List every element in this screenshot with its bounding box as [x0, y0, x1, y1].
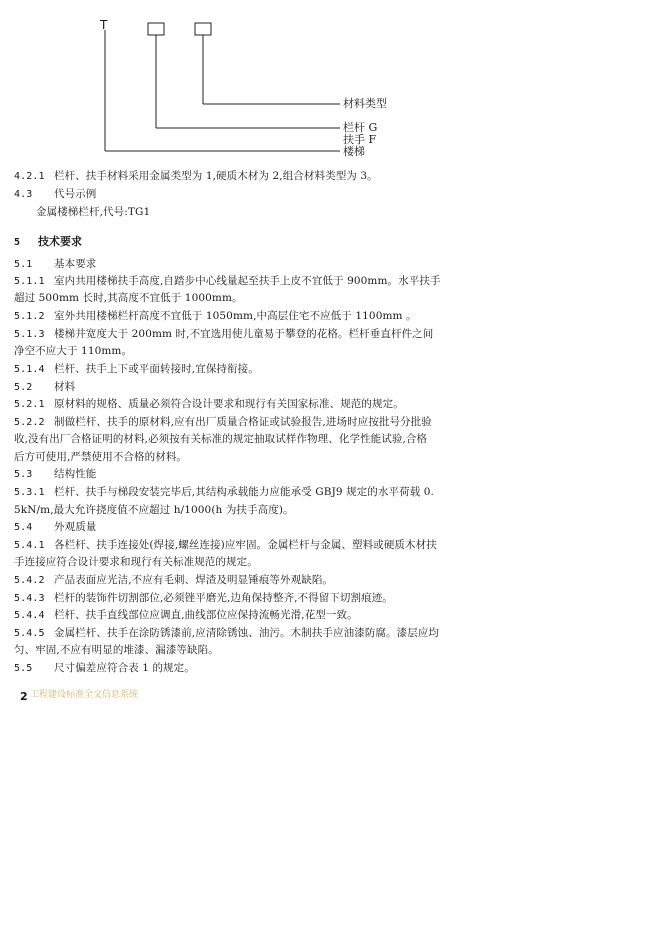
- clause-4-3: [14, 187, 96, 202]
- clause-number: 5.4: [14, 522, 33, 533]
- clause-number: 5.3.1: [14, 487, 45, 498]
- clause-5-1: [14, 257, 96, 272]
- code-diagram-lines: [0, 0, 662, 170]
- clause-text: 原材料的规格、质量必须符合设计要求和现行有关国家标准、规范的规定。: [54, 398, 404, 410]
- clause-text: 制做栏杆、扶手的原材料,应有出厂质量合格证或试验报告,进场时应按批号分批验: [54, 416, 432, 428]
- clause-text: 栏杆、扶手与梯段安装完毕后,其结构承载能力应能承受 GBJ9 规定的水平荷载 0.: [54, 486, 434, 498]
- section-number: 5: [14, 237, 21, 248]
- clause-5-2-2-cont1: [14, 432, 427, 446]
- clause-5-3-1: [14, 485, 434, 500]
- clause-number: 4.2.1: [14, 171, 45, 182]
- clause-text: 净空不应大于 110mm。: [14, 345, 133, 357]
- clause-text: 室内共用楼梯扶手高度,自踏步中心线量起至扶手上皮不宜低于 900mm。水平扶手: [54, 275, 441, 287]
- clause-number: 5.3: [14, 469, 33, 480]
- clause-5-4-1-cont: [14, 555, 258, 569]
- clause-number: 5.2.1: [14, 399, 45, 410]
- clause-5-1-3-cont: [14, 344, 132, 358]
- clause-5-4: [14, 520, 96, 535]
- clause-text: 收,没有出厂合格证明的材料,必须按有关标准的规定抽取试样作物理、化学性能试验,合格: [14, 433, 428, 445]
- clause-5-4-5: [14, 626, 439, 641]
- clause-text: 结构性能: [54, 468, 97, 480]
- clause-number: 5.4.4: [14, 610, 45, 621]
- page-number: 2: [20, 690, 28, 703]
- clause-number: 5.2: [14, 382, 33, 393]
- clause-text: 代号示例: [54, 188, 97, 200]
- clause-5-1-1-cont: [14, 291, 243, 305]
- clause-5-4-4: [14, 608, 358, 623]
- clause-5-2-2-cont2: [14, 450, 187, 464]
- clause-5-1-1: [14, 274, 441, 289]
- watermark-text: 工程建设标准全文信息系统: [30, 690, 139, 700]
- clause-5-2-1: [14, 397, 404, 412]
- clause-number: 5.1.3: [14, 329, 45, 340]
- clause-text: 栏杆、扶手上下或平面转接时,宜保持衔接。: [54, 363, 259, 375]
- clause-5-3: [14, 467, 96, 482]
- clause-number: 4.3: [14, 189, 33, 200]
- clause-text: 手连接应符合设计要求和现行有关标准规范的规定。: [14, 556, 258, 568]
- clause-number: 5.5: [14, 663, 33, 674]
- clause-text: 外观质量: [54, 521, 97, 533]
- clause-text: 匀、牢固,不应有明显的堆漆、漏漆等缺陷。: [14, 644, 219, 656]
- clause-5-4-5-cont: [14, 643, 219, 657]
- clause-text: 栏杆的装饰件切割部位,必须锉平磨光,边角保持整齐,不得留下切割痕迹。: [54, 592, 393, 604]
- clause-5-1-3: [14, 327, 433, 342]
- clause-text: 尺寸偏差应符合表 1 的规定。: [54, 662, 195, 674]
- clause-number: 5.4.1: [14, 540, 45, 551]
- clause-text: 栏杆、扶手材料采用金属类型为 1,硬质木材为 2,组合材料类型为 3。: [54, 170, 378, 182]
- clause-number: 5.1.1: [14, 276, 45, 287]
- clause-5-2-2: [14, 415, 432, 430]
- code-structure-diagram: [0, 0, 662, 170]
- clause-text: 金属栏杆、扶手在涂防锈漆前,应清除锈蚀、油污。木制扶手应油漆防腐。漆层应均: [54, 627, 440, 639]
- clause-number: 5.4.5: [14, 628, 45, 639]
- clause-5-4-1: [14, 538, 437, 553]
- code-box-material: [195, 23, 211, 35]
- clause-number: 5.1.2: [14, 311, 45, 322]
- clause-5-5: [14, 661, 195, 676]
- clause-5-3-1-cont: [14, 503, 294, 517]
- clause-text: 后方可使用,严禁使用不合格的材料。: [14, 451, 188, 463]
- clause-number: 5.2.2: [14, 417, 45, 428]
- clause-4-2-1: [14, 169, 378, 184]
- clause-text: 楼梯井宽度大于 200mm 时,不宜选用使儿童易于攀登的花格。栏杆垂直杆件之间: [54, 328, 434, 340]
- label-stairs: 楼梯: [343, 145, 365, 158]
- code-example: [36, 205, 150, 219]
- clause-number: 5.4.3: [14, 593, 45, 604]
- clause-text: 材料: [54, 381, 76, 393]
- clause-text: 栏杆、扶手直线部位应调直,曲线部位应保持流畅光滑,花型一致。: [54, 609, 358, 621]
- code-prefix: T: [100, 18, 108, 32]
- label-handrail: 扶手 F: [343, 133, 377, 146]
- clause-text: 5kN/m,最大允许挠度值不应超过 h/1000(h 为扶手高度)。: [14, 504, 294, 516]
- clause-5-1-4: [14, 362, 259, 377]
- clause-text: 各栏杆、扶手连接处(焊接,螺丝连接)应牢固。金属栏杆与金属、塑料或硬质木材扶: [54, 539, 437, 551]
- section-title: 技术要求: [38, 235, 82, 248]
- section-5-heading: [14, 233, 82, 249]
- clause-5-4-2: [14, 573, 333, 588]
- clause-text: 超过 500mm 长时,其高度不宜低于 1000mm。: [14, 292, 243, 304]
- clause-text: 室外共用楼梯栏杆高度不宜低于 1050mm,中高层住宅不应低于 1100mm 。: [54, 310, 417, 322]
- clause-5-2: [14, 380, 75, 395]
- clause-text: 产品表面应光洁,不应有毛刺、焊渣及明显锤痕等外观缺陷。: [54, 574, 334, 586]
- clause-number: 5.1.4: [14, 364, 45, 375]
- label-railing: 栏杆 G: [343, 121, 378, 134]
- label-material-type: 材料类型: [343, 97, 387, 110]
- clause-5-1-2: [14, 309, 417, 324]
- code-box-component: [148, 23, 164, 35]
- clause-text: 基本要求: [54, 258, 97, 270]
- clause-number: 5.4.2: [14, 575, 45, 586]
- clause-number: 5.1: [14, 259, 33, 270]
- clause-text: 金属楼梯栏杆,代号:TG1: [36, 206, 151, 218]
- clause-5-4-3: [14, 591, 393, 606]
